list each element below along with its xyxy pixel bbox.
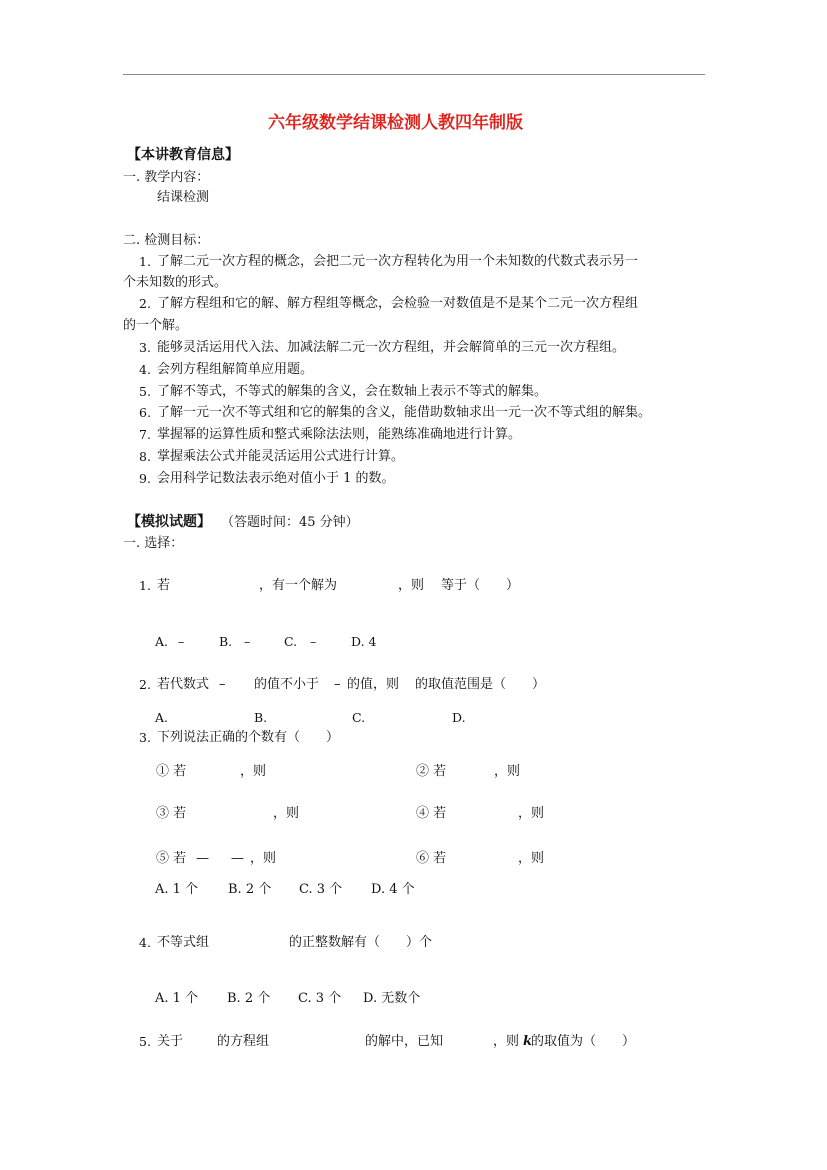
q5-text: 关于 (157, 1034, 184, 1049)
mock-header: 【模拟试题】 (127, 514, 211, 530)
q3-statement-1: ① 若 (156, 764, 187, 779)
section2-label: 二. 检测目标： (123, 233, 210, 248)
q1-option-c: C. (284, 634, 298, 649)
q3-statement-2: ② 若 (416, 764, 447, 779)
q3-statement-4: ④ 若 (416, 806, 447, 821)
goal-text: 了解一元一次不等式组和它的解集的含义，能借助数轴求出一元一次不等式组的解集。 (157, 405, 652, 420)
q5-text: ，则 (493, 1034, 520, 1049)
q2-text: 的取值范围是（ ） (415, 677, 546, 692)
q1-text: 若 (157, 578, 171, 593)
part1-label: 一. 选择： (123, 536, 184, 551)
goal-number: 4. (139, 362, 151, 377)
q3-stem: 下列说法正确的个数有（ ） (157, 730, 340, 745)
q2-text: 的值，则 (347, 677, 400, 692)
section1-label: 一. 教学内容： (123, 170, 210, 185)
goal-number: 2. (139, 296, 151, 311)
q3-dash: — (231, 851, 244, 866)
goal-text: 会列方程组解简单应用题。 (157, 362, 314, 377)
q3-option-a: A. 1 个 (155, 882, 199, 897)
q3-statement-3-then: ，则 (273, 806, 300, 821)
q4-option-a: A. 1 个 (155, 991, 199, 1006)
q1-option-d: D. 4 (351, 634, 377, 649)
q3-statement-4-then: ，则 (518, 806, 545, 821)
q1-text: ，有一个解为 (259, 578, 338, 593)
goal-text: 了解方程组和它的解、解方程组等概念，会检验一对数值是不是某个二元一次方程组 (157, 296, 639, 311)
q3-statement-5: ⑤ 若 (156, 851, 187, 866)
time-note: （答题时间：45 分钟） (221, 515, 359, 530)
goal-number: 8. (139, 449, 151, 464)
q2-option-b: B. (254, 710, 268, 725)
q3-statement-2-then: ，则 (494, 764, 521, 779)
q4-option-d: D. 无数个 (363, 991, 421, 1006)
q2-option-d: D. (452, 710, 466, 725)
q4-text: 不等式组 (157, 935, 210, 950)
q3-option-b: B. 2 个 (228, 882, 272, 897)
q5-number: 5. (139, 1034, 151, 1049)
goal-text: 了解二元一次方程的概念，会把二元一次方程转化为用一个未知数的代数式表示另一 (157, 254, 639, 269)
page-title: 六年级数学结课检测人教四年制版 (268, 113, 523, 133)
goal-text: 掌握幂的运算性质和整式乘除法法则，能熟练准确地进行计算。 (157, 427, 522, 442)
q2-number: 2. (139, 677, 151, 692)
q1-dash: – (310, 634, 317, 649)
q5-text: 的解中，已知 (365, 1034, 444, 1049)
q3-statement-3: ③ 若 (156, 806, 187, 821)
q5-text: 的取值为（ ） (531, 1034, 636, 1049)
q1-number: 1. (139, 578, 151, 593)
q5-variable-k: k (523, 1034, 533, 1049)
header-rule (123, 74, 705, 75)
info-header: 【本讲教育信息】 (127, 147, 239, 163)
q2-text: 的值不小于 (254, 677, 320, 692)
goal-number: 3. (139, 340, 151, 355)
goal-text: 能够灵活运用代入法、加减法解二元一次方程组，并会解简单的三元一次方程组。 (157, 340, 626, 355)
q3-statement-1-then: ，则 (240, 764, 267, 779)
goal-text: 了解不等式，不等式的解集的含义，会在数轴上表示不等式的解集。 (157, 384, 548, 399)
goal-text: 会用科学记数法表示绝对值小于 1 的数。 (157, 471, 395, 486)
goal-number: 1. (139, 254, 151, 269)
goal-number: 6. (139, 405, 151, 420)
q4-number: 4. (139, 935, 151, 950)
q1-dash: – (244, 634, 251, 649)
q3-number: 3. (139, 730, 151, 745)
q3-dash: — (196, 851, 209, 866)
q2-dash: – (334, 677, 341, 692)
q1-text: 等于（ ） (441, 578, 520, 593)
q2-text: 若代数式 (157, 677, 210, 692)
q1-text: ，则 (398, 578, 425, 593)
q3-statement-5-then: ，则 (250, 851, 277, 866)
goal-text: 掌握乘法公式并能灵活运用公式进行计算。 (157, 449, 405, 464)
q1-dash: – (178, 634, 185, 649)
q2-option-c: C. (352, 710, 366, 725)
q4-option-b: B. 2 个 (227, 991, 271, 1006)
goal-text-cont: 个未知数的形式。 (123, 275, 228, 290)
q3-statement-6: ⑥ 若 (416, 851, 447, 866)
goal-number: 7. (139, 427, 151, 442)
goal-text-cont: 的一个解。 (123, 318, 189, 333)
q3-statement-6-then: ，则 (518, 851, 545, 866)
q1-option-b: B. (219, 634, 233, 649)
q4-option-c: C. 3 个 (298, 991, 342, 1006)
q4-text: 的正整数解有（ ）个 (289, 935, 433, 950)
q3-option-c: C. 3 个 (299, 882, 343, 897)
q2-option-a: A. (155, 710, 169, 725)
q2-dash: – (219, 677, 226, 692)
q1-option-a: A. (155, 634, 169, 649)
goal-number: 5. (139, 384, 151, 399)
q5-text: 的方程组 (217, 1034, 270, 1049)
section1-content: 结课检测 (157, 190, 210, 205)
q3-option-d: D. 4 个 (371, 882, 415, 897)
goal-number: 9. (139, 471, 151, 486)
